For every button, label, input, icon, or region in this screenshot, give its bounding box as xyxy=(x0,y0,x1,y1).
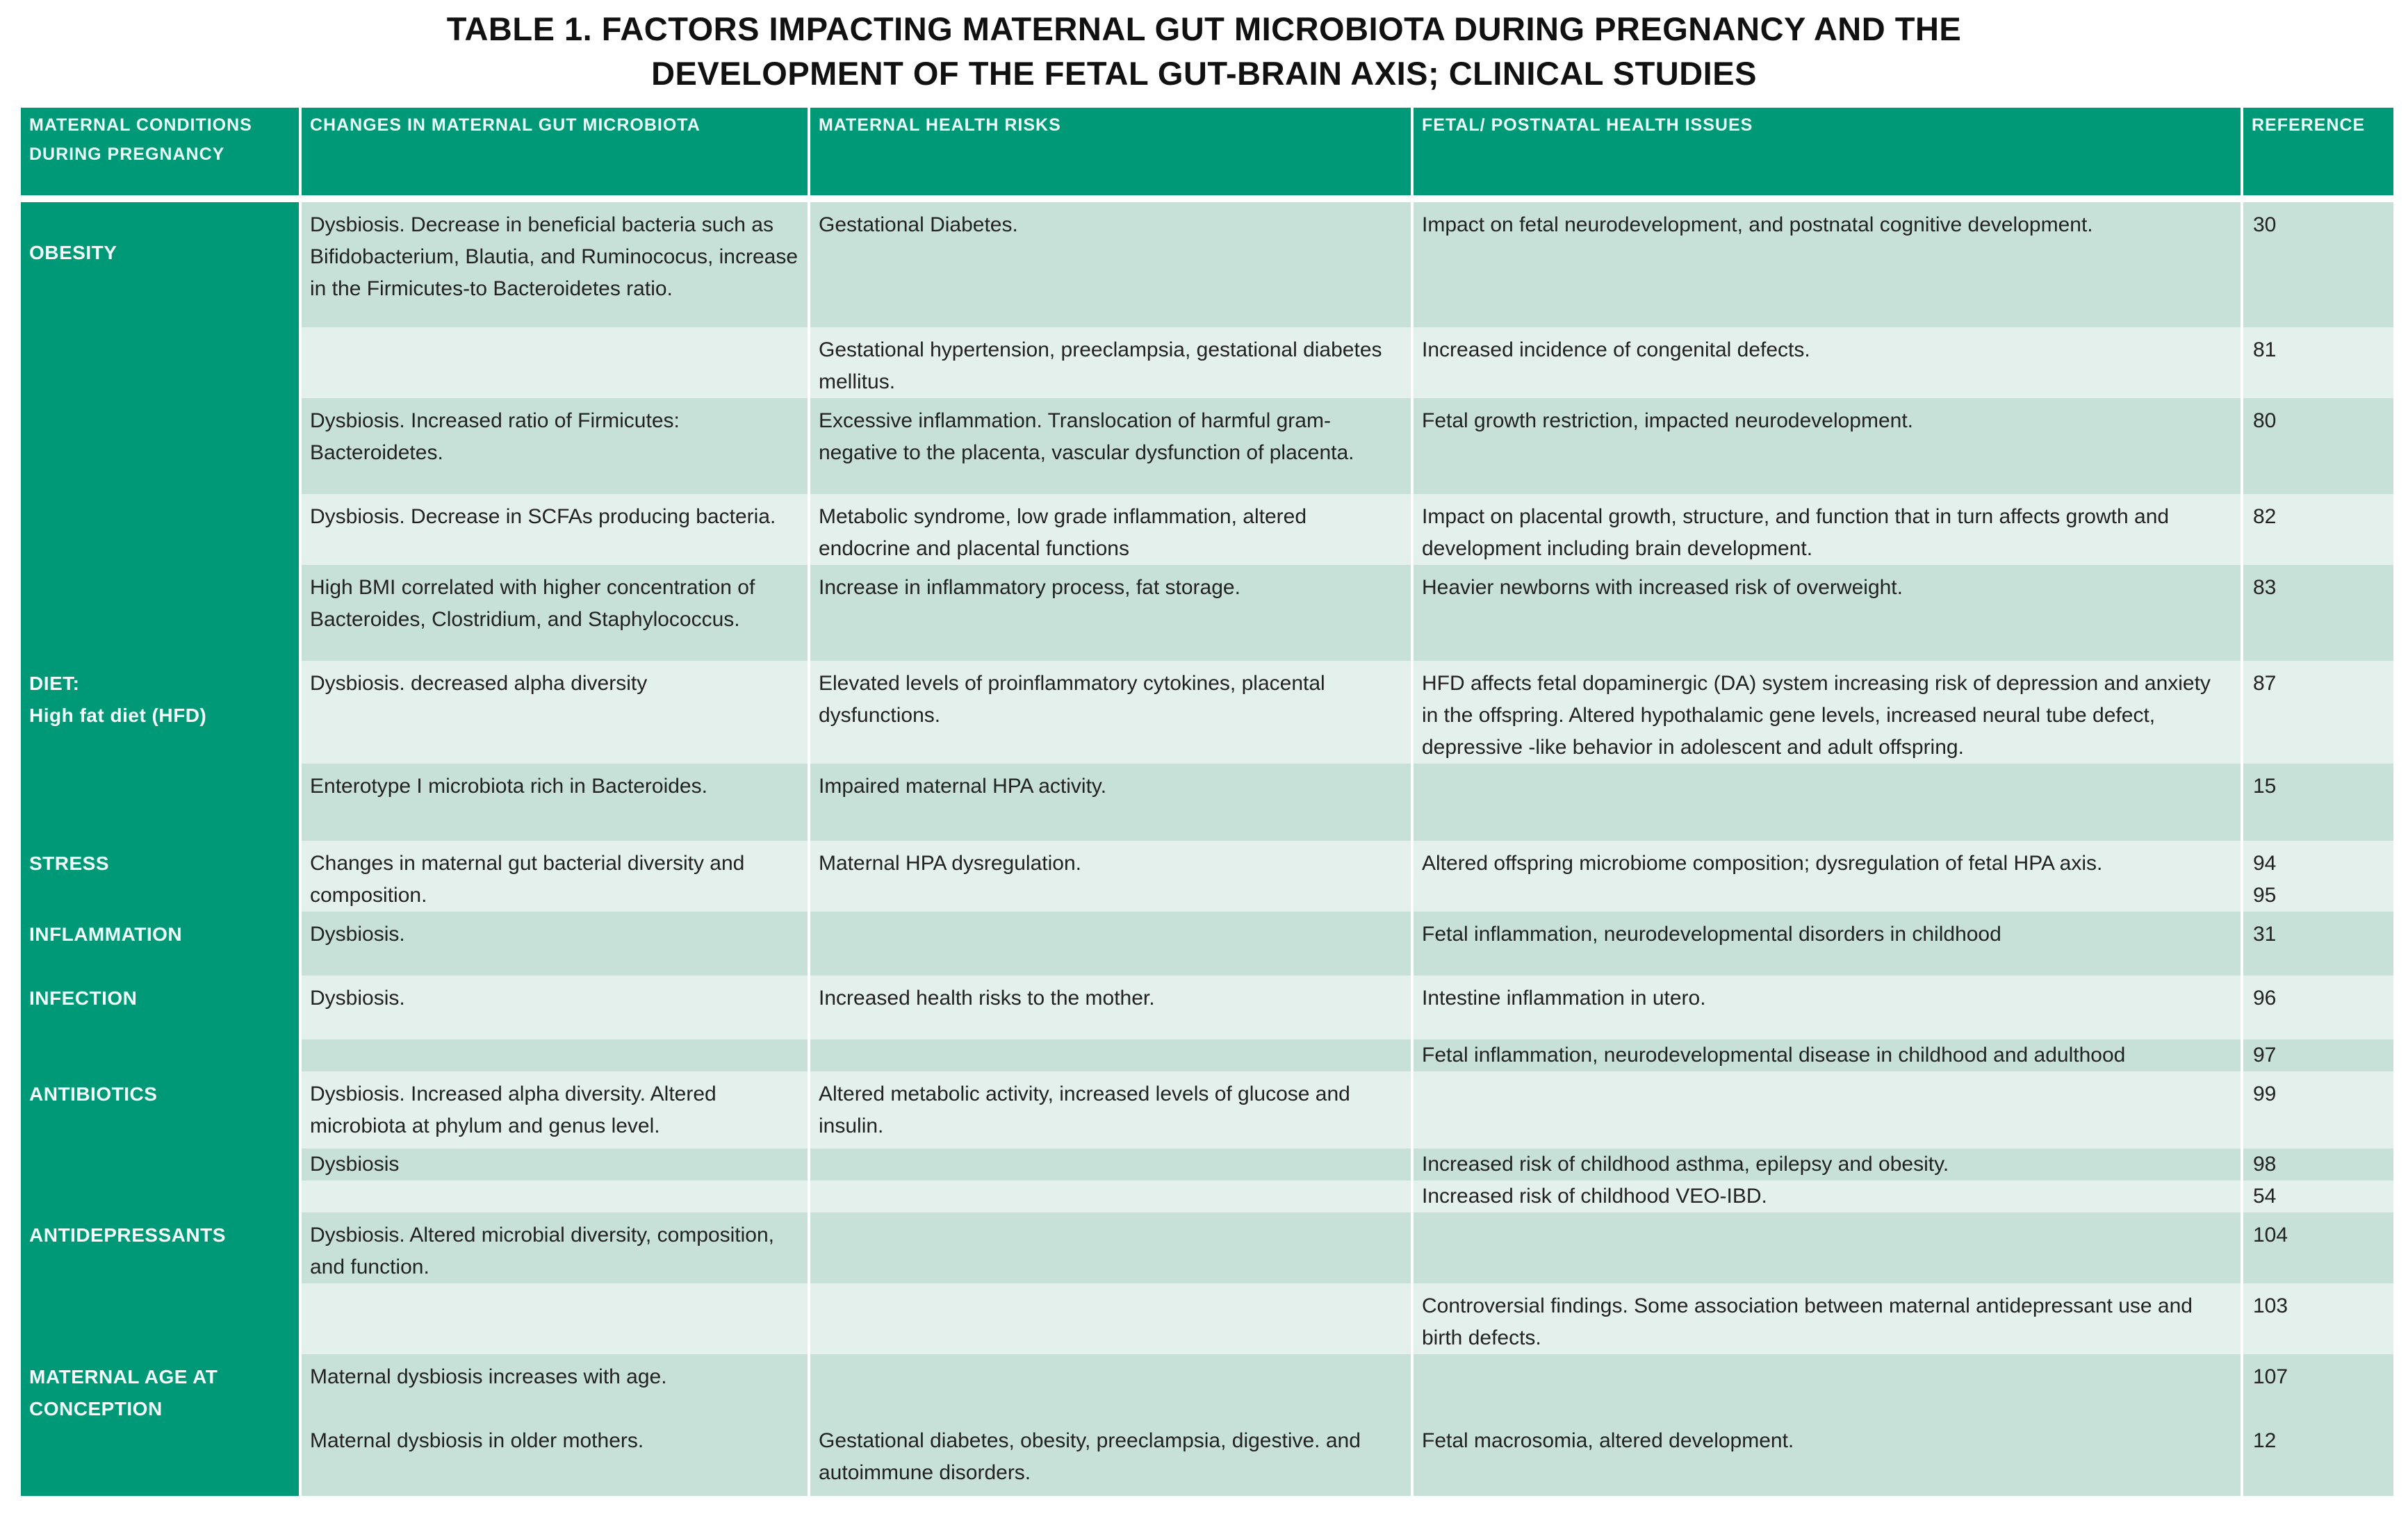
fetal-cell: Impact on fetal neurodevelopment, and postnatal cognitive development. xyxy=(1412,199,2242,327)
header-reference: REFERENCE xyxy=(2242,108,2395,199)
spacer xyxy=(819,1393,1402,1425)
spacer xyxy=(1422,1393,2232,1425)
reference-line-2: 12 xyxy=(2253,1429,2277,1452)
changes-line-1: Maternal dysbiosis increases with age. xyxy=(310,1365,667,1388)
changes-cell: Dysbiosis. Decrease in SCFAs producing bacteria. xyxy=(300,494,809,565)
table-row xyxy=(19,1180,2395,1212)
risks-line: Gestational diabetes, obesity, preeclampsia, digestive. and autoimmune disorders. xyxy=(819,1429,1361,1484)
reference-cell: 30 xyxy=(2242,199,2395,327)
condition-cell xyxy=(19,398,300,494)
reference-cell: 83 xyxy=(2242,565,2395,661)
condition-cell xyxy=(19,1149,300,1180)
condition-line-1: DIET: xyxy=(29,673,80,694)
header-condition-line-1: MATERNAL CONDITIONS xyxy=(29,115,252,135)
risks-cell xyxy=(809,1039,1412,1071)
reference-cell xyxy=(2242,1354,2395,1496)
condition-cell: ANTIBIOTICS xyxy=(19,1071,300,1149)
spacer xyxy=(310,1393,799,1425)
risks-cell xyxy=(809,1283,1412,1354)
fetal-cell xyxy=(1412,764,2242,841)
changes-cell: Enterotype I microbiota rich in Bacteroides. xyxy=(300,764,809,841)
table-row xyxy=(19,565,2395,661)
reference-cell: 98 xyxy=(2242,1149,2395,1180)
reference-cell: 81 xyxy=(2242,327,2395,398)
reference-cell: 97 xyxy=(2242,1039,2395,1071)
changes-cell: Dysbiosis. xyxy=(300,976,809,1039)
condition-line-2: CONCEPTION xyxy=(29,1398,163,1420)
changes-cell: Dysbiosis xyxy=(300,1149,809,1180)
risks-cell xyxy=(809,1212,1412,1283)
table-row xyxy=(19,912,2395,976)
header-condition-line-2: DURING PREGNANCY xyxy=(29,145,225,164)
condition-cell: ANTIDEPRESSANTS xyxy=(19,1212,300,1283)
fetal-cell xyxy=(1412,1354,2242,1496)
table-row xyxy=(19,841,2395,912)
fetal-cell: Fetal inflammation, neurodevelopmental disease in childhood and adulthood xyxy=(1412,1039,2242,1071)
header-risks: MATERNAL HEALTH RISKS xyxy=(809,108,1412,199)
changes-cell: Dysbiosis. Increased ratio of Firmicutes: Bacteroidetes. xyxy=(300,398,809,494)
table-row xyxy=(19,1212,2395,1283)
changes-cell xyxy=(300,1039,809,1071)
condition-cell xyxy=(19,1180,300,1212)
table-header xyxy=(19,108,2395,199)
table-row xyxy=(19,1283,2395,1354)
condition-cell xyxy=(19,661,300,764)
reference-cell: 54 xyxy=(2242,1180,2395,1212)
condition-cell xyxy=(19,1283,300,1354)
changes-cell: Dysbiosis. Altered microbial diversity, composition, and function. xyxy=(300,1212,809,1283)
table-row xyxy=(19,398,2395,494)
changes-line-2: Maternal dysbiosis in older mothers. xyxy=(310,1429,644,1452)
condition-line-2: High fat diet (HFD) xyxy=(29,705,207,726)
condition-line-1: MATERNAL AGE AT xyxy=(29,1366,218,1388)
fetal-cell: Increased risk of childhood asthma, epilepsy and obesity. xyxy=(1412,1149,2242,1180)
changes-cell: High BMI correlated with higher concentration of Bacteroides, Clostridium, and Staphylococcus. xyxy=(300,565,809,661)
spacer xyxy=(1422,1361,2232,1393)
changes-cell: Changes in maternal gut bacterial diversity and composition. xyxy=(300,841,809,912)
table-row xyxy=(19,1354,2395,1496)
changes-cell xyxy=(300,1354,809,1496)
risks-cell: Gestational hypertension, preeclampsia, gestational diabetes mellitus. xyxy=(809,327,1412,398)
fetal-cell: Altered offspring microbiome composition; dysregulation of fetal HPA axis. xyxy=(1412,841,2242,912)
condition-cell xyxy=(19,764,300,841)
risks-cell: Impaired maternal HPA activity. xyxy=(809,764,1412,841)
factors-table xyxy=(18,108,2396,1496)
fetal-cell xyxy=(1412,1212,2242,1283)
table-row xyxy=(19,199,2395,327)
risks-cell xyxy=(809,1180,1412,1212)
condition-cell: INFECTION xyxy=(19,976,300,1039)
reference-cell: 15 xyxy=(2242,764,2395,841)
fetal-cell xyxy=(1412,1071,2242,1149)
header-fetal: FETAL/ POSTNATAL HEALTH ISSUES xyxy=(1412,108,2242,199)
table-title xyxy=(0,7,2408,96)
risks-cell: Excessive inflammation. Translocation of harmful gram-negative to the placenta, vascular dysfunction of placenta. xyxy=(809,398,1412,494)
changes-cell xyxy=(300,1283,809,1354)
fetal-cell: Intestine inflammation in utero. xyxy=(1412,976,2242,1039)
fetal-cell: HFD affects fetal dopaminergic (DA) system increasing risk of depression and anxiety in the offspring. Altered hypothalamic gene levels, increased neural tube defect, depressive -like behavior in adolescent and adult offspring. xyxy=(1412,661,2242,764)
header-condition xyxy=(19,108,300,199)
condition-cell: OBESITY xyxy=(19,199,300,327)
fetal-cell: Impact on placental growth, structure, and function that in turn affects growth and development including brain development. xyxy=(1412,494,2242,565)
condition-cell xyxy=(19,1039,300,1071)
reference-line-1: 107 xyxy=(2253,1365,2288,1388)
changes-cell: Dysbiosis. Decrease in beneficial bacteria such as Bifidobacterium, Blautia, and Ruminococus, increase in the Firmicutes-to Bacteroidetes ratio. xyxy=(300,199,809,327)
table-row xyxy=(19,1071,2395,1149)
table-row xyxy=(19,494,2395,565)
fetal-cell: Controversial findings. Some association between maternal antidepressant use and birth defects. xyxy=(1412,1283,2242,1354)
header-changes: CHANGES IN MATERNAL GUT MICROBIOTA xyxy=(300,108,809,199)
reference-line-1: 94 xyxy=(2253,852,2277,875)
fetal-cell: Fetal growth restriction, impacted neurodevelopment. xyxy=(1412,398,2242,494)
risks-cell: Metabolic syndrome, low grade inflammation, altered endocrine and placental functions xyxy=(809,494,1412,565)
reference-cell: 96 xyxy=(2242,976,2395,1039)
changes-cell: Dysbiosis. decreased alpha diversity xyxy=(300,661,809,764)
spacer xyxy=(2253,1393,2385,1425)
risks-cell xyxy=(809,1149,1412,1180)
risks-cell: Gestational Diabetes. xyxy=(809,199,1412,327)
fetal-cell: Increased incidence of congenital defects. xyxy=(1412,327,2242,398)
changes-cell: Dysbiosis. xyxy=(300,912,809,976)
reference-cell: 104 xyxy=(2242,1212,2395,1283)
reference-cell: 103 xyxy=(2242,1283,2395,1354)
header-row xyxy=(19,108,2395,199)
table-row xyxy=(19,1039,2395,1071)
table-row xyxy=(19,1149,2395,1180)
reference-cell: 82 xyxy=(2242,494,2395,565)
risks-cell: Altered metabolic activity, increased levels of glucose and insulin. xyxy=(809,1071,1412,1149)
reference-cell: 80 xyxy=(2242,398,2395,494)
condition-cell: INFLAMMATION xyxy=(19,912,300,976)
reference-line-2: 95 xyxy=(2253,884,2277,907)
reference-cell: 87 xyxy=(2242,661,2395,764)
fetal-cell: Fetal inflammation, neurodevelopmental disorders in childhood xyxy=(1412,912,2242,976)
risks-cell xyxy=(809,912,1412,976)
risks-cell: Increase in inflammatory process, fat storage. xyxy=(809,565,1412,661)
risks-cell: Elevated levels of proinflammatory cytokines, placental dysfunctions. xyxy=(809,661,1412,764)
reference-cell: 31 xyxy=(2242,912,2395,976)
spacer xyxy=(819,1361,1402,1393)
condition-cell xyxy=(19,1354,300,1496)
fetal-cell: Heavier newborns with increased risk of overweight. xyxy=(1412,565,2242,661)
risks-cell: Maternal HPA dysregulation. xyxy=(809,841,1412,912)
table-row xyxy=(19,327,2395,398)
condition-cell xyxy=(19,327,300,398)
changes-cell xyxy=(300,1180,809,1212)
fetal-cell: Increased risk of childhood VEO-IBD. xyxy=(1412,1180,2242,1212)
title-line-1: TABLE 1. FACTORS IMPACTING MATERNAL GUT MICROBIOTA DURING PREGNANCY AND THE xyxy=(446,10,1962,47)
reference-cell: 99 xyxy=(2242,1071,2395,1149)
risks-cell: Increased health risks to the mother. xyxy=(809,976,1412,1039)
condition-cell xyxy=(19,565,300,661)
changes-cell: Dysbiosis. Increased alpha diversity. Altered microbiota at phylum and genus level. xyxy=(300,1071,809,1149)
table-row xyxy=(19,661,2395,764)
fetal-line: Fetal macrosomia, altered development. xyxy=(1422,1429,1794,1452)
table-row xyxy=(19,976,2395,1039)
reference-cell xyxy=(2242,841,2395,912)
condition-cell: STRESS xyxy=(19,841,300,912)
condition-cell xyxy=(19,494,300,565)
risks-cell xyxy=(809,1354,1412,1496)
table-row xyxy=(19,764,2395,841)
changes-cell xyxy=(300,327,809,398)
title-line-2: DEVELOPMENT OF THE FETAL GUT-BRAIN AXIS; CLINICAL STUDIES xyxy=(651,55,1757,92)
